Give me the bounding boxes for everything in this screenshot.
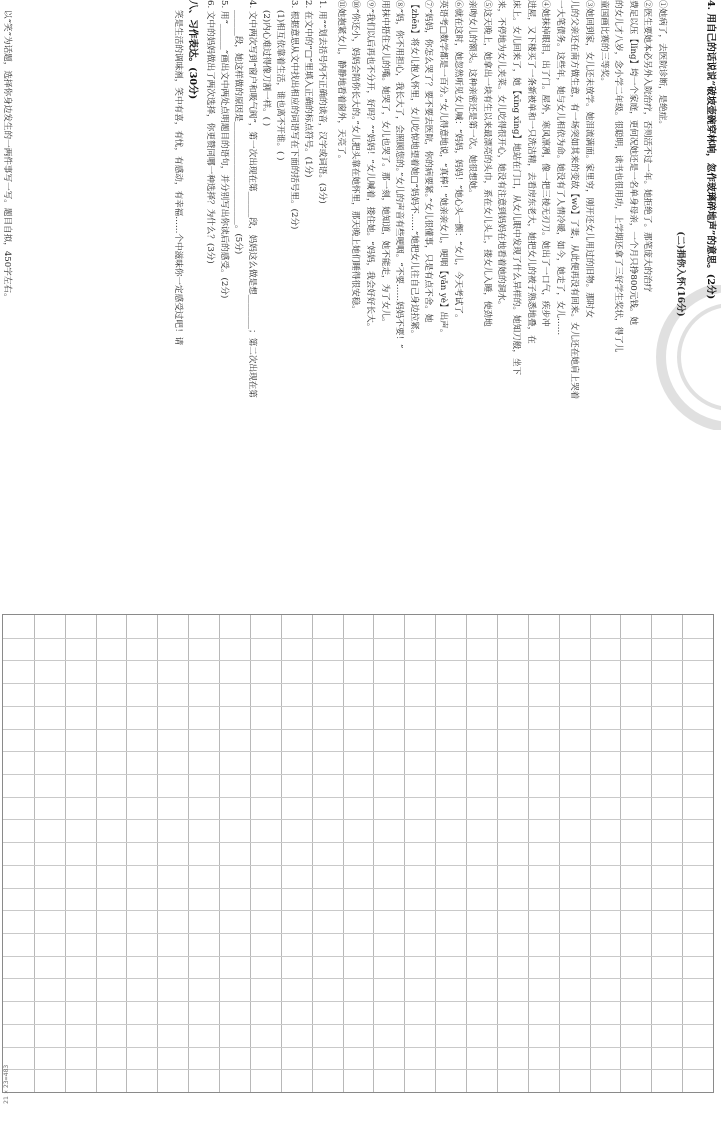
passage-line: 【zhēn】将女儿抱入怀里，女儿吃惊地望着她□“妈妈不……”她把女儿往自己身边拉紧。 [408, 0, 419, 339]
grid-column-line [435, 615, 436, 1092]
question-2: 2. 在文中的“□”里填入正确的标点符号。(1分) [303, 0, 313, 178]
grid-column-line [34, 615, 35, 1092]
grid-row-line [3, 1001, 713, 1002]
passage-line: ②医生要她本必另外入院治疗，否则活不过一年。她拒绝了。那笔庞大的治疗 [642, 0, 653, 293]
grid-column-line [466, 615, 467, 1092]
exam-text-area [0, 0, 721, 560]
passage-line: ⑦“妈妈，你怎么哭了？要不要去医院，你的病要紧。”女儿很懂事，只是有点不舍。她 [423, 0, 434, 323]
grid-row-line [3, 956, 713, 957]
passage-line: 英语考□数学都是一百分。”女儿得意地说，“真棒！”她亲亲女儿，哽咽【yǎn yè】出声。 [438, 0, 448, 338]
grid-column-line [559, 615, 560, 1092]
grid-row-line [3, 706, 713, 707]
grid-row-line [3, 1069, 713, 1070]
passage-line: ①她病了，去医院诊断，是绝症。 [657, 0, 667, 129]
question-3b: (2)内心难过得像刀割一样。( ) [261, 10, 271, 127]
passage-line: ③她回到家，女儿还未放学。她泪流满面。家里穷，刚开还女儿用过的旧物。那时女 [584, 0, 594, 318]
grid-row-line [3, 660, 713, 661]
passage-line: ⑤这天晚上，她拿出一块有生以来最漂亮的头巾，系在女儿头上，搂女儿入睡，使劲地 [481, 0, 492, 327]
grid-row-line [3, 842, 713, 843]
question-6: 6. 文中的妈妈做出了两次选择，你更赞同哪一种选择？为什么？(3分) [205, 0, 215, 264]
grid-column-line [497, 615, 498, 1092]
grid-row-line [3, 978, 713, 979]
grid-column-line [404, 615, 405, 1092]
passage-line: 儿的父亲还在南方做生意，有一场突如其来的变故【wò】了妻，从此便再没有回来。女儿还在她肩上哭着 [569, 0, 580, 400]
grid-row-line [3, 774, 713, 775]
grid-row-line [3, 888, 713, 889]
grid-column-line [281, 615, 282, 1092]
question-3: 3. 根据意思从文中找出相应的词语写在下面的括号里。(2分) [289, 0, 299, 230]
passage-line: 童国画比赛的三等奖。 [598, 0, 609, 86]
grid-column-line [250, 615, 251, 1092]
passage-line: 用抹中捂住女儿的嘴。她哭了，女儿也哭了。那一刻，她知道，她不能走，为了女儿。 [379, 0, 390, 327]
grid-column-line [620, 615, 621, 1092]
grid-row-line [3, 933, 713, 934]
question-4b-line1: 4. 文中两次写到“窗户和吸气阀”，第一次出现在第______段，妈妈这么做是想________；第二次出现在第 [247, 0, 257, 398]
grid-column-line [157, 615, 158, 1092]
grid-row-line [3, 729, 713, 730]
grid-row-line [3, 865, 713, 866]
writing-prompt-1: 笑是生活的调味剂，笑中有喜，有忧，有感动，有幸福……个中滋味你一定感受过吧！请 [173, 10, 183, 346]
passage-line: ⑨“我们以后再也不分开，好吗？”“妈妈！”女儿喊着，搂住她。“妈妈，我会好好长大。 [365, 0, 375, 332]
grid-column-line [343, 615, 344, 1092]
grid-row-line [3, 819, 713, 820]
grid-column-line [373, 615, 374, 1092]
passage-line: 一大笔债务。这些年，她与女儿相依为命。她没有了人情冷暖，如今，她走了，女儿…… [554, 0, 565, 336]
question-4: 4. 用自己的话说说“破坡壶碗穿林响，忽作玻璃碎地声”的意思。(2分) [705, 0, 716, 300]
passage-line: ⑥就在这时，她忽然听见女儿喊：“妈妈，妈妈！”她心头一颤：“女儿，今天考试了。 [452, 0, 463, 323]
grid-count-label: 21×23=483 [2, 1064, 10, 1104]
question-1: 1. 用“”划去括号内不正确的读音，汉字或词语。(3分) [317, 0, 327, 204]
section-title: (二)捐你入怀(16分) [675, 231, 686, 317]
grid-row-line [3, 1047, 713, 1048]
grid-row-line [3, 1024, 713, 1025]
question-3a: (1)相互依靠着生活，谁也离不开谁。( ) [275, 10, 285, 161]
grid-column-line [188, 615, 189, 1092]
grid-column-line [528, 615, 529, 1092]
question-5: 5. 用“______”画出文中两处点明题目的语句，并分别写出你读后的感受。(2分) [219, 0, 229, 299]
composition-grid[interactable] [2, 614, 714, 1093]
grid-row-line [3, 797, 713, 798]
grid-row-line [3, 910, 713, 911]
passage-line: ⑪她抱紧女儿，静静地看着窗外，天亮了。 [335, 0, 346, 164]
grid-column-line [96, 615, 97, 1092]
question-4b-line2: ______段，她这样做的原因是________________________。(5分) [233, 10, 243, 255]
answer-line [689, 0, 703, 548]
passage-line: ④她抹掉眼泪，出了门。屋外，寒风凛冽，像一把三棱无刃刀。她出了一口气，疾步冲 [540, 0, 551, 327]
grid-row-line [3, 683, 713, 684]
rotated-page [0, 0, 721, 548]
grid-column-line [219, 615, 220, 1092]
passage-line: 亲吻女儿的额头。这种亲密还是第一次。她很想她。 [467, 0, 478, 198]
grid-column-line [65, 615, 66, 1092]
grid-column-line [590, 615, 591, 1092]
passage-line: 来，不停地为女儿夹菜。女儿吃得很开心，她没有注意到妈妈在地看着她的洞水。 [496, 0, 507, 310]
grid-row-line [3, 638, 713, 639]
passage-line: ⑩“你还小，妈妈会陪你长大的。”女儿把头靠在她怀里，那天晚上她们睡得很安稳。 [350, 0, 361, 314]
grid-column-line [126, 615, 127, 1092]
grid-column-line [651, 615, 652, 1092]
grid-row-line [3, 751, 713, 752]
grid-column-line [682, 615, 683, 1092]
section-8-title: 八、习作表达。(30分) [187, 0, 198, 100]
passage-line: 进屋，又下楼买了一条新被单和一只洗洁精，去看房东老大，她把女儿的被子熟悉地叠，在 [525, 0, 536, 344]
passage-line: 床上。女儿回来了，她【xīng xīng】地站在门口，从女儿眼中发现了什么异样的。她知刀般，坐下 [511, 0, 521, 376]
passage-line: 费足以压【lǐng】垮一个家庭，更何况她还是一名单身母亲，一个月只挣800元钱。她 [627, 0, 638, 326]
passage-line: 的女儿才八岁，念小学二年级。很聪明，读书也很用功，上学期还拿了三好学生奖状，得了儿 [613, 0, 624, 353]
writing-prompt-2: 以“笑”为话题，选择你身边发生的一两件事写一写。题目自拟，450字左右。 [2, 10, 12, 302]
grid-column-line [312, 615, 313, 1092]
passage-line: ⑧“妈，你不用担心，我长大了，会照顾您的。”女儿的声音有些哽咽。“不要……妈妈不要！” [394, 0, 405, 349]
